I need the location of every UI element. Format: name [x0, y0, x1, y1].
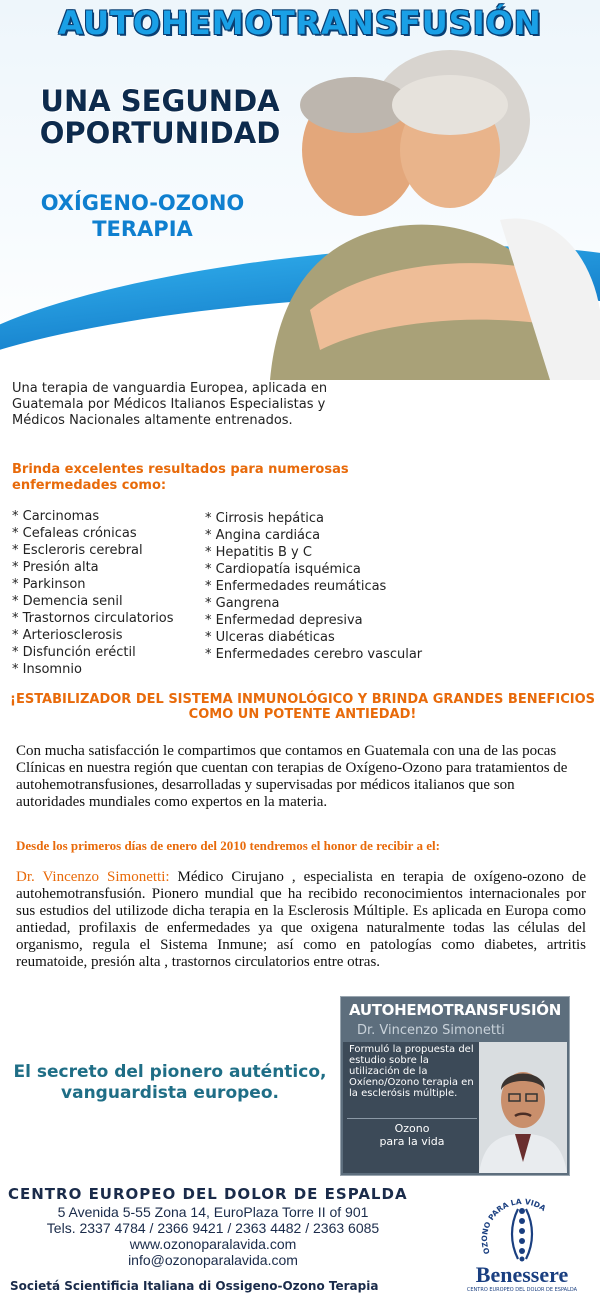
- list-item: * Cefaleas crónicas: [12, 526, 137, 541]
- disease-list-right: [205, 510, 422, 663]
- arrival-notice: Desde los primeros días de enero del 2010 tendremos el honor de recibir a el:: [16, 838, 440, 853]
- doctor-bio: Médico Cirujano , especialista en terapia de oxígeno-ozono de autohemotransfusión. Pionero mundial que ha recibido reconocimientos internacionales por sus estudios del utilizode dicha terapia en la Esclerosis Múltiple. Es aplicada en Europa como antiedad, profilaxis de enfermedades ya que oxigena naturalmente todas las células del organismo, regula el Sistema Inmune; así como en patologías como diabetes, artritis reumatoide, presión alta , trastornos circulatorios entre otras.: [16, 869, 587, 970]
- list-item: * Trastornos circulatorios: [12, 611, 174, 626]
- list-item: * Disfunción eréctil: [12, 645, 136, 660]
- headline-line-1: UNA SEGUNDA: [40, 84, 280, 118]
- immune-headline: ¡ESTABILIZADOR DEL SISTEMA INMUNOLÓGICO Y BRINDA GRANDES BENEFICIOS COMO UN POTENTE ANTIEDAD!: [10, 692, 595, 722]
- list-item: * Demencia senil: [12, 594, 123, 609]
- list-item: * Cardiopatía isquémica: [205, 562, 361, 577]
- list-item: * Escleroris cerebral: [12, 543, 143, 558]
- list-item: * Carcinomas: [12, 509, 100, 524]
- card-body: [343, 1042, 567, 1173]
- doctor-card: [340, 996, 570, 1176]
- website-link[interactable]: www.ozonoparalavida.com: [129, 1236, 297, 1252]
- phones: Tels. 2337 4784 / 2366 9421 / 2363 4482 / 2363 6085: [46, 1220, 380, 1236]
- clinic-paragraph: Con mucha satisfacción le compartimos que contamos en Guatemala con una de las pocas Clínicas en nuestra región que cuentan con terapias de Oxígeno-Ozono para tratamientos de autohemotransfusiones, desarrolladas y supervisadas por médicos italianos que son autoridades mundiales como expertos en la materia.: [16, 743, 568, 810]
- center-name: CENTRO EUROPEO DEL DOLOR DE ESPALDA: [8, 1185, 408, 1203]
- list-item: * Ulceras diabéticas: [205, 630, 335, 645]
- intro-text: Una terapia de vanguardia Europea, aplicada en Guatemala por Médicos Italianos Especialistas y Médicos Nacionales altamente entrenados.: [12, 381, 328, 428]
- doctor-paragraph: [16, 869, 586, 971]
- secret-line-2: vanguardista europeo.: [61, 1083, 279, 1103]
- headline: [10, 85, 310, 149]
- address: 5 Avenida 5-55 Zona 14, EuroPlaza Torre II of 901: [57, 1204, 369, 1220]
- subheading: [0, 190, 285, 242]
- subheading-line-2: TERAPIA: [92, 217, 193, 241]
- page-title: AUTOHEMOTRANSFUSIÓN: [58, 4, 542, 42]
- card-slogan-line-2: para la vida: [379, 1135, 445, 1148]
- card-title: AUTOHEMOTRANSFUSIÓN: [349, 1001, 561, 1019]
- headline-line-2: OPORTUNIDAD: [39, 116, 281, 150]
- logo-arc-text: OZONO PARA LA VIDA: [480, 1196, 548, 1256]
- card-text: Formuló la propuesta del estudio sobre la utilización de la Oxíeno/Ozono terapia en la esclerósis múltiple.: [349, 1044, 474, 1099]
- list-item: * Parkinson: [12, 577, 86, 592]
- card-doctor-name: Dr. Vincenzo Simonetti: [357, 1023, 505, 1038]
- list-item: * Enfermedades cerebro vascular: [205, 647, 423, 662]
- email-link[interactable]: info@ozonoparalavida.com: [128, 1252, 298, 1268]
- logo-subtitle: CENTRO EUROPEO DEL DOLOR DE ESPALDA: [466, 1287, 578, 1293]
- card-divider: [347, 1118, 477, 1119]
- list-item: * Gangrena: [205, 596, 280, 611]
- list-item: * Enfermedad depresiva: [205, 613, 363, 628]
- doctor-name: Dr. Vincenzo Simonetti:: [16, 869, 170, 885]
- doctor-portrait: [479, 1042, 567, 1173]
- list-item: * Presión alta: [12, 560, 99, 575]
- card-slogan: [347, 1122, 477, 1148]
- card-slogan-line-1: Ozono: [394, 1122, 430, 1135]
- list-item: * Cirrosis hepática: [205, 511, 325, 526]
- society-name: Societá Scientificia Italiana di Ossigeno-Ozono Terapia: [10, 1279, 379, 1293]
- results-heading: Brinda excelentes resultados para numerosas enfermedades como:: [12, 462, 349, 493]
- list-item: * Insomnio: [12, 662, 82, 677]
- subheading-line-1: OXÍGENO-OZONO: [40, 191, 245, 215]
- secret-line-1: El secreto del pionero auténtico,: [13, 1062, 327, 1082]
- contact-block: [8, 1204, 418, 1268]
- couple-photo: [250, 10, 600, 380]
- disease-list-left: [12, 508, 174, 678]
- list-item: * Hepatitis B y C: [205, 545, 312, 560]
- logo-name: Benessere: [475, 1262, 569, 1287]
- list-item: * Enfermedades reumáticas: [205, 579, 387, 594]
- list-item: * Angina cardiáca: [205, 528, 321, 543]
- secret-tagline: [0, 1062, 340, 1104]
- list-item: * Arteriosclerosis: [12, 628, 123, 643]
